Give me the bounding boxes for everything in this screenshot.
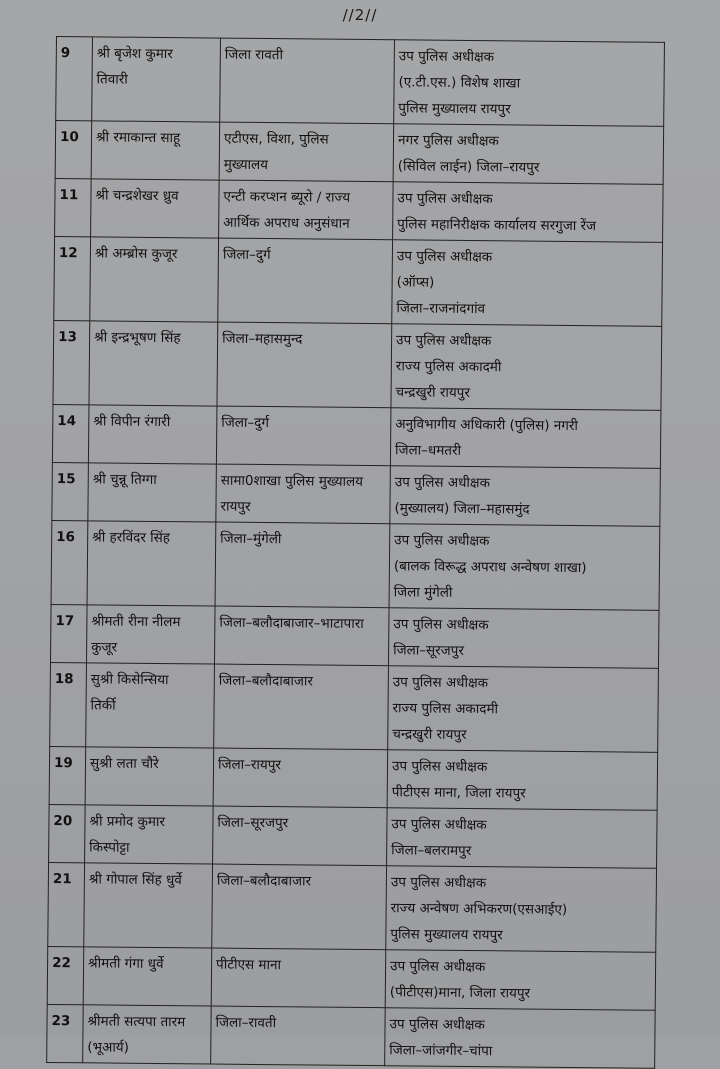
table-row — [50, 604, 659, 668]
current-posting-cell — [213, 748, 388, 808]
serial-number: 11 — [55, 178, 92, 236]
officer-name-cell — [87, 521, 216, 606]
current-posting-line: जिला–दुर्ग — [221, 414, 270, 432]
current-posting-cell — [211, 948, 386, 1008]
officer-name-cell — [91, 179, 220, 238]
table-row — [47, 1004, 656, 1068]
new-posting-cell — [390, 408, 661, 469]
officer-name-line: तिवारी — [96, 71, 128, 88]
current-posting-line: जिला–बलौदाबाजार — [218, 672, 314, 690]
new-posting-line: उप पुलिस अधीक्षक — [390, 958, 486, 976]
table-row — [52, 462, 661, 526]
new-posting-line: उप पुलिस अधीक्षक — [396, 332, 492, 350]
table-row — [47, 946, 656, 1010]
officer-name-cell — [88, 463, 217, 522]
current-posting-line: पीटीएस माना — [216, 956, 282, 974]
new-posting-line: जिला–सूरजपुर — [393, 642, 464, 659]
new-posting-line: चन्द्रखुरी रायपुर — [395, 384, 470, 401]
new-posting-cell — [387, 808, 658, 869]
officer-name-line: श्री हरविंदर सिंह — [92, 529, 171, 547]
new-posting-line: जिला–बलरामपुर — [391, 842, 472, 860]
table-row — [56, 37, 665, 127]
new-posting-cell — [393, 182, 664, 243]
table-row — [55, 121, 664, 185]
officer-name-cell — [91, 121, 220, 180]
current-posting-cell — [214, 606, 389, 666]
new-posting-line: पीटीएस माना, जिला रायपुर — [391, 784, 526, 802]
new-posting-line: उप पुलिस अधीक्षक — [391, 816, 487, 834]
new-posting-line: राज्य पुलिस अकादमी — [395, 358, 502, 376]
table-row — [49, 804, 658, 868]
new-posting-cell — [387, 750, 658, 811]
current-posting-line: आर्थिक अपराध अनुसंधान — [223, 214, 350, 232]
current-posting-line: जिला–रायपुर — [217, 756, 282, 774]
officer-name-line: श्रीमती गंगा धुर्वे — [88, 955, 164, 973]
serial-number: 19 — [49, 746, 86, 804]
new-posting-cell — [385, 1008, 656, 1069]
new-posting-cell — [388, 608, 659, 669]
new-posting-line: जिला मुंगेली — [393, 584, 453, 601]
current-posting-line: मुख्यालय — [223, 156, 269, 174]
current-posting-line: जिला–सूरजपुर — [217, 814, 289, 832]
table-row — [53, 320, 662, 410]
officer-name-line: श्री बृजेश कुमार — [96, 45, 173, 63]
current-posting-cell — [214, 664, 389, 750]
current-posting-cell — [216, 464, 391, 524]
current-posting-cell — [212, 864, 387, 950]
new-posting-line: उप पुलिस अधीक्षक — [397, 190, 493, 208]
officer-name-line: श्री रमाकान्त साहू — [95, 129, 181, 147]
current-posting-line: जिला–बलौदाबाजार — [216, 872, 312, 890]
new-posting-line: (ए.टी.एस.) विशेष शाखा — [398, 74, 521, 92]
new-posting-line: उप पुलिस अधीक्षक — [392, 674, 489, 692]
serial-number: 13 — [53, 320, 90, 404]
officer-name-cell — [83, 1005, 212, 1064]
officer-name-cell — [85, 805, 214, 864]
new-posting-cell — [388, 666, 659, 753]
officer-name-line: किस्पोट्टा — [89, 839, 130, 856]
new-posting-line: (ऑप्स) — [396, 274, 435, 291]
current-posting-line: जिला–महासमुन्द — [222, 330, 303, 348]
officer-name-line: श्री इन्द्रभूषण सिंह — [94, 329, 181, 347]
current-posting-line: एन्टी करप्शन ब्यूरो / राज्य — [223, 188, 351, 206]
new-posting-line: नगर पुलिस अधीक्षक — [397, 132, 499, 150]
officer-name-line: श्री विपीन रंगारी — [93, 413, 171, 431]
new-posting-cell — [391, 324, 662, 411]
officer-name-line: श्री प्रमोद कुमार — [89, 813, 166, 831]
table-row — [54, 236, 663, 326]
serial-number: 9 — [56, 37, 93, 121]
officer-name-line: श्रीमती सत्यपा तारम — [87, 1013, 186, 1031]
current-posting-cell — [215, 522, 390, 608]
new-posting-line: जिला–धमतरी — [394, 442, 462, 459]
current-posting-line: सामा0शाखा पुलिस मुख्यालय — [220, 472, 364, 490]
officer-name-cell — [86, 605, 215, 664]
serial-number: 14 — [52, 404, 89, 462]
current-posting-cell — [220, 38, 395, 124]
officer-name-cell — [89, 321, 218, 406]
current-posting-line: जिला–बलौदाबाजार–भाटापारा — [219, 614, 364, 632]
table-row — [52, 404, 661, 468]
new-posting-line: राज्य पुलिस अकादमी — [392, 700, 499, 718]
new-posting-line: (मुख्यालय) जिला–महासमुंद — [394, 500, 530, 518]
new-posting-line: उप पुलिस अधीक्षक — [393, 616, 489, 634]
new-posting-line: (पीटीएस)माना, जिला रायपुर — [389, 984, 531, 1002]
officer-name-cell — [84, 863, 213, 948]
new-posting-line: उप पुलिस अधीक्षक — [390, 874, 487, 892]
serial-number: 21 — [48, 862, 85, 946]
officer-name-cell — [88, 405, 217, 464]
serial-number: 15 — [52, 462, 89, 520]
serial-number: 16 — [51, 520, 88, 604]
new-posting-line: पुलिस मुख्यालय रायपुर — [398, 100, 511, 118]
new-posting-line: (सिविल लाईन) जिला–रायपुर — [397, 158, 540, 176]
current-posting-line: रायपुर — [220, 498, 251, 515]
table-row — [51, 520, 660, 610]
current-posting-line: जिला–रावती — [215, 1014, 277, 1032]
page-number: //2// — [342, 6, 378, 24]
officer-name-line: सुश्री किसेन्सिया — [90, 671, 169, 689]
new-posting-line: (बालक विरूद्ध अपराध अन्वेषण शाखा) — [393, 558, 587, 577]
officer-name-cell — [92, 37, 221, 122]
officer-name-line: सुश्री लता चौरे — [89, 755, 159, 773]
new-posting-line: जिला–राजनांदगांव — [396, 300, 486, 318]
new-posting-line: उप पुलिस अधीक्षक — [396, 248, 493, 266]
officer-name-line: श्री अम्ब्रोस कुजूर — [94, 245, 178, 263]
new-posting-line: उप पुलिस अधीक्षक — [389, 1016, 485, 1034]
new-posting-cell — [392, 240, 663, 327]
officer-name-line: (भूआर्य) — [87, 1039, 130, 1056]
officer-name-line: श्री चुन्नू तिग्गा — [92, 471, 157, 488]
officer-name-cell — [85, 747, 214, 806]
transfer-table — [46, 36, 665, 1069]
current-posting-cell — [219, 122, 394, 182]
new-posting-line: उप पुलिस अधीक्षक — [391, 758, 488, 776]
new-posting-line: अनुविभागीय अधिकारी (पुलिस) नगरी — [395, 416, 579, 435]
current-posting-line: जिला रावती — [224, 46, 284, 64]
new-posting-cell — [385, 950, 656, 1011]
new-posting-line: पुलिस महानिरीक्षक कार्यालय सरगुजा रेंज — [397, 216, 597, 235]
serial-number: 12 — [54, 236, 91, 320]
officer-name-cell — [86, 663, 215, 748]
serial-number: 18 — [50, 662, 87, 746]
current-posting-cell — [213, 806, 388, 866]
current-posting-cell — [211, 1006, 386, 1066]
officer-name-line: श्री चन्द्रशेखर ध्रुव — [95, 187, 179, 205]
current-posting-cell — [218, 238, 393, 324]
current-posting-cell — [219, 180, 394, 240]
new-posting-cell — [386, 866, 657, 953]
table-row — [55, 178, 664, 242]
new-posting-cell — [393, 124, 664, 185]
new-posting-cell — [390, 466, 661, 527]
new-posting-line: जिला–जांजगीर–चांपा — [389, 1042, 493, 1060]
officer-name-cell — [83, 947, 212, 1006]
serial-number: 23 — [47, 1004, 84, 1062]
table-row — [49, 746, 658, 810]
officer-name-cell — [90, 237, 219, 322]
new-posting-line: उप पुलिस अधीक्षक — [398, 48, 495, 66]
officer-name-line: श्रीमती रीना नीलम — [91, 613, 181, 631]
table-row — [50, 662, 659, 752]
officer-name-line: कुजूर — [91, 639, 118, 656]
table-row — [48, 862, 657, 952]
officer-name-line: तिर्की — [90, 697, 116, 714]
new-posting-line: चन्द्रखुरी रायपुर — [392, 726, 467, 743]
serial-number: 20 — [49, 804, 86, 862]
new-posting-line: राज्य अन्वेषण अभिकरण(एसआईए) — [390, 900, 568, 918]
new-posting-line: पुलिस मुख्यालय रायपुर — [390, 926, 503, 944]
transfer-table-body — [47, 37, 665, 1069]
officer-name-line: श्री गोपाल सिंह धुर्वे — [88, 871, 182, 889]
serial-number: 22 — [47, 946, 84, 1004]
serial-number: 10 — [55, 121, 92, 179]
current-posting-cell — [217, 322, 392, 408]
new-posting-cell — [389, 524, 660, 611]
current-posting-cell — [216, 406, 391, 466]
current-posting-line: जिला–मुंगेली — [220, 530, 282, 548]
new-posting-cell — [394, 40, 665, 127]
current-posting-line: जिला–दुर्ग — [222, 246, 271, 264]
new-posting-line: उप पुलिस अधीक्षक — [394, 474, 491, 492]
current-posting-line: एटीएस, विशा, पुलिस — [223, 130, 329, 148]
serial-number: 17 — [50, 604, 87, 662]
new-posting-line: उप पुलिस अधीक्षक — [394, 532, 490, 550]
